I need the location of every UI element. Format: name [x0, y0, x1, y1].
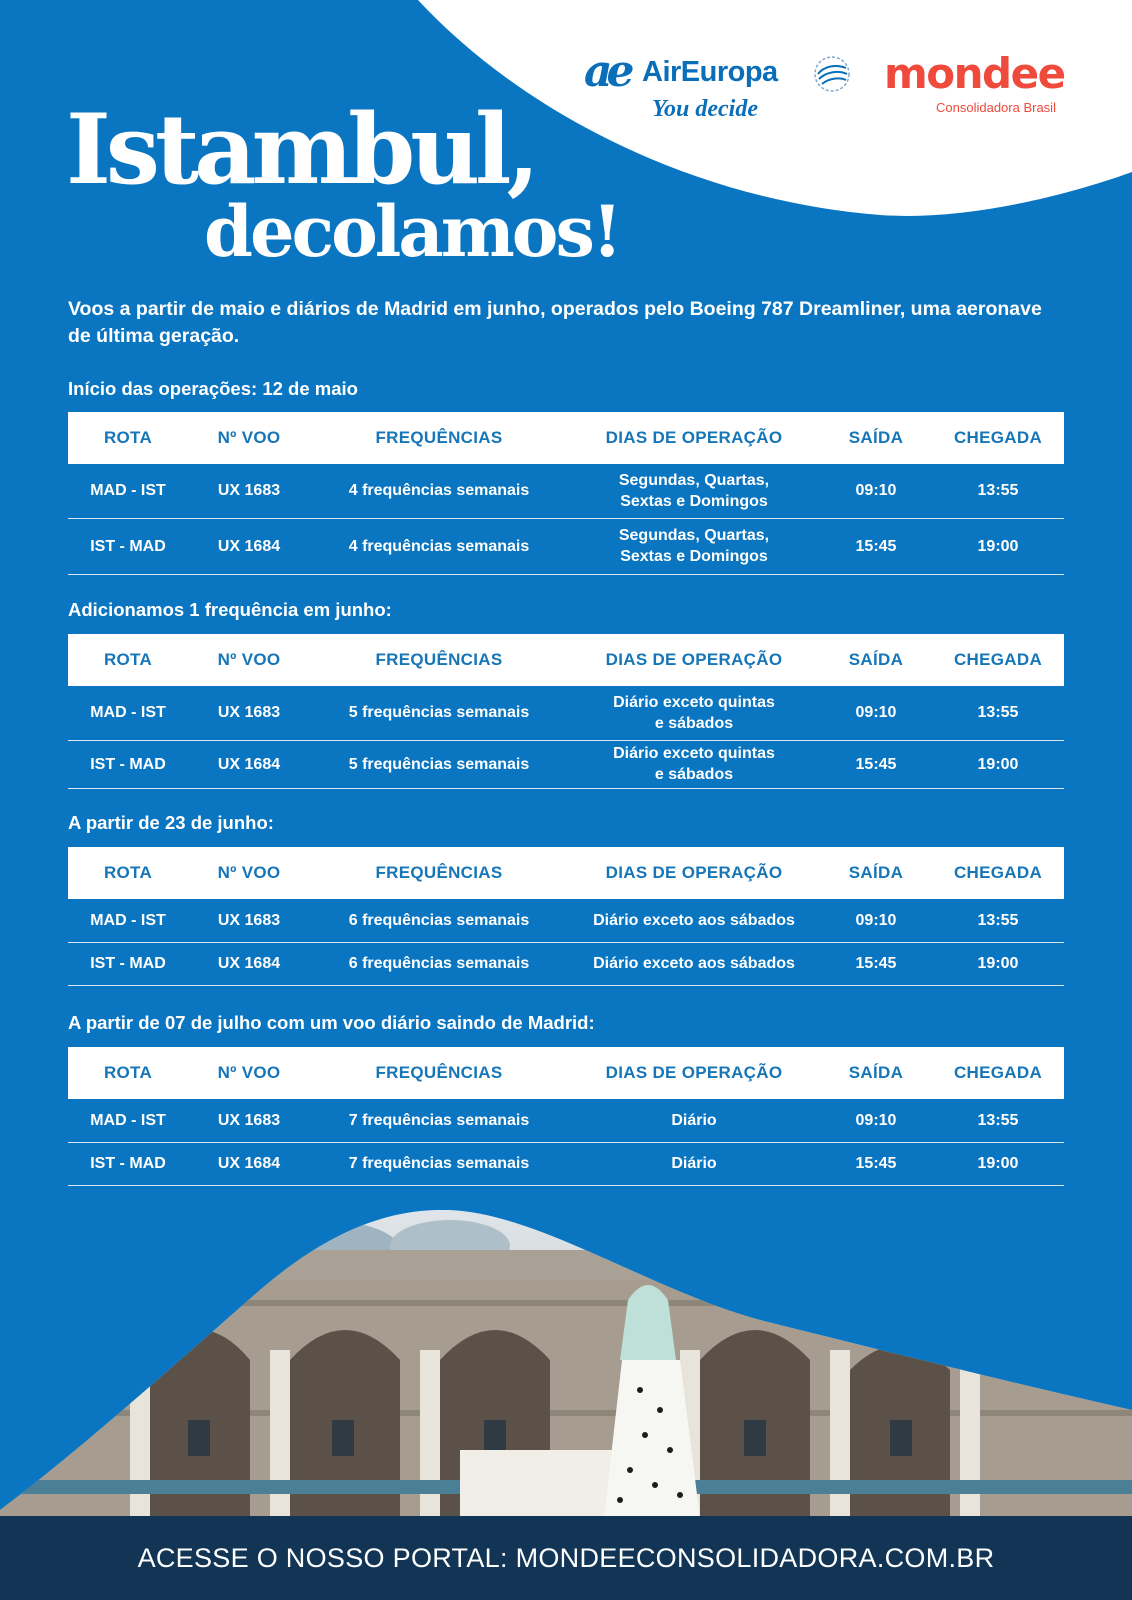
- col-rota: ROTA: [68, 1047, 188, 1099]
- cell-rota: IST - MAD: [68, 740, 188, 788]
- cell-rota: MAD - IST: [68, 1099, 188, 1142]
- cell-saida: 15:45: [820, 1142, 932, 1185]
- skyteam-icon: [810, 50, 854, 94]
- mondee-subtitle: Consolidadora Brasil: [936, 100, 1056, 115]
- col-dias: DIAS DE OPERAÇÃO: [568, 412, 820, 464]
- cell-chegada: 19:00: [932, 1142, 1064, 1185]
- table-header-row: [68, 634, 1064, 686]
- col-voo: Nº VOO: [188, 412, 310, 464]
- schedule-table: [68, 1047, 1064, 1186]
- section-label: Adicionamos 1 frequência em junho:: [68, 599, 392, 620]
- cell-voo: UX 1683: [188, 1099, 310, 1142]
- dias-line-2: Sextas e Domingos: [620, 548, 768, 565]
- col-frequencias: FREQUÊNCIAS: [310, 847, 568, 899]
- dias-line-2: Sextas e Domingos: [620, 492, 768, 510]
- col-saida: SAÍDA: [820, 1047, 932, 1099]
- cell-frequencias: 4 frequências semanais: [310, 518, 568, 574]
- table-header-row: [68, 412, 1064, 464]
- cell-rota: MAD - IST: [68, 686, 188, 740]
- footer-banner[interactable]: [0, 1516, 1132, 1600]
- cell-frequencias: 4 frequências semanais: [310, 464, 568, 518]
- air-europa-tagline: You decide: [652, 96, 758, 122]
- col-chegada: CHEGADA: [932, 847, 1064, 899]
- dias-line-2: e sábados: [654, 714, 734, 732]
- cell-rota: IST - MAD: [68, 942, 188, 985]
- cell-dias: [568, 740, 820, 788]
- col-frequencias: FREQUÊNCIAS: [310, 634, 568, 686]
- table-row: [68, 686, 1064, 740]
- table-row: [68, 1142, 1064, 1185]
- cell-voo: UX 1684: [188, 1142, 310, 1185]
- col-chegada: CHEGADA: [932, 634, 1064, 686]
- cell-chegada: 13:55: [932, 686, 1064, 740]
- cell-voo: UX 1683: [188, 464, 310, 518]
- col-frequencias: FREQUÊNCIAS: [310, 1047, 568, 1099]
- cell-chegada: 13:55: [932, 899, 1064, 942]
- mondee-logo[interactable]: [884, 49, 1065, 115]
- istanbul-mosque-photo: [0, 1210, 1132, 1518]
- col-chegada: CHEGADA: [932, 412, 1064, 464]
- cell-chegada: 19:00: [932, 518, 1064, 574]
- cell-frequencias: 5 frequências semanais: [310, 740, 568, 788]
- cell-chegada: 19:00: [932, 942, 1064, 985]
- cell-chegada: 13:55: [932, 1099, 1064, 1142]
- air-europa-name: AirEuropa: [642, 56, 778, 88]
- title-line-2: decolamos!: [204, 190, 620, 273]
- col-rota: ROTA: [68, 412, 188, 464]
- section-label: Início das operações: 12 de maio: [68, 378, 358, 399]
- cell-dias: [568, 518, 820, 574]
- cell-rota: IST - MAD: [68, 518, 188, 574]
- cell-voo: UX 1683: [188, 899, 310, 942]
- cell-saida: 09:10: [820, 899, 932, 942]
- schedule-table: [68, 412, 1064, 575]
- dias-line-2: e sábados: [654, 766, 734, 783]
- cell-dias: Diário exceto aos sábados: [568, 942, 820, 985]
- cell-chegada: 13:55: [932, 464, 1064, 518]
- col-dias: DIAS DE OPERAÇÃO: [568, 1047, 820, 1099]
- cell-chegada: 19:00: [932, 740, 1064, 788]
- col-dias: DIAS DE OPERAÇÃO: [568, 634, 820, 686]
- schedule-table: [68, 847, 1064, 986]
- title-line-1: Istambul,: [66, 93, 535, 206]
- col-voo: Nº VOO: [188, 1047, 310, 1099]
- cell-rota: IST - MAD: [68, 1142, 188, 1185]
- dias-line-1: Segundas, Quartas,: [618, 471, 770, 489]
- cell-rota: MAD - IST: [68, 899, 188, 942]
- cell-saida: 15:45: [820, 518, 932, 574]
- col-voo: Nº VOO: [188, 634, 310, 686]
- cell-frequencias: 5 frequências semanais: [310, 686, 568, 740]
- table-header-row: [68, 1047, 1064, 1099]
- cell-saida: 09:10: [820, 686, 932, 740]
- logo-bar: [580, 48, 1100, 128]
- table-row: [68, 942, 1064, 985]
- page-title: [66, 93, 620, 273]
- table-row: [68, 1099, 1064, 1142]
- col-frequencias: FREQUÊNCIAS: [310, 412, 568, 464]
- section-label: A partir de 07 de julho com um voo diário saindo de Madrid:: [68, 1012, 595, 1033]
- table-header-row: [68, 847, 1064, 899]
- cell-voo: UX 1684: [188, 518, 310, 574]
- cell-voo: UX 1683: [188, 686, 310, 740]
- col-chegada: CHEGADA: [932, 1047, 1064, 1099]
- dias-line-1: Diário exceto quintas: [613, 693, 775, 711]
- intro-text: Voos a partir de maio e diários de Madrid em junho, operados pelo Boeing 787 Dreamliner, uma aeronave de última geração.: [68, 298, 1042, 347]
- section-label: A partir de 23 de junho:: [68, 812, 274, 833]
- cell-saida: 15:45: [820, 942, 932, 985]
- footer-portal-link[interactable]: ACESSE O NOSSO PORTAL: MONDEECONSOLIDADORA.COM.BR: [137, 1542, 995, 1573]
- cell-dias: Diário: [568, 1142, 820, 1185]
- cell-saida: 15:45: [820, 740, 932, 788]
- col-saida: SAÍDA: [820, 412, 932, 464]
- cell-frequencias: 6 frequências semanais: [310, 899, 568, 942]
- mondee-name: mondee: [884, 49, 1065, 98]
- col-saida: SAÍDA: [820, 634, 932, 686]
- cell-saida: 09:10: [820, 1099, 932, 1142]
- cell-rota: MAD - IST: [68, 464, 188, 518]
- air-europa-ae-icon: ae: [584, 46, 629, 97]
- cell-voo: UX 1684: [188, 740, 310, 788]
- cell-frequencias: 6 frequências semanais: [310, 942, 568, 985]
- col-voo: Nº VOO: [188, 847, 310, 899]
- cell-dias: [568, 686, 820, 740]
- table-row: [68, 740, 1064, 788]
- col-rota: ROTA: [68, 634, 188, 686]
- col-saida: SAÍDA: [820, 847, 932, 899]
- col-dias: DIAS DE OPERAÇÃO: [568, 847, 820, 899]
- table-row: [68, 518, 1064, 574]
- table-row: [68, 464, 1064, 518]
- table-row: [68, 899, 1064, 942]
- dias-line-1: Segundas, Quartas,: [618, 527, 770, 544]
- cell-dias: Diário: [568, 1099, 820, 1142]
- cell-frequencias: 7 frequências semanais: [310, 1142, 568, 1185]
- col-rota: ROTA: [68, 847, 188, 899]
- schedule-table: [68, 634, 1064, 789]
- cell-voo: UX 1684: [188, 942, 310, 985]
- cell-frequencias: 7 frequências semanais: [310, 1099, 568, 1142]
- cell-saida: 09:10: [820, 464, 932, 518]
- dias-line-1: Diário exceto quintas: [613, 745, 775, 762]
- cell-dias: Diário exceto aos sábados: [568, 899, 820, 942]
- cell-dias: [568, 464, 820, 518]
